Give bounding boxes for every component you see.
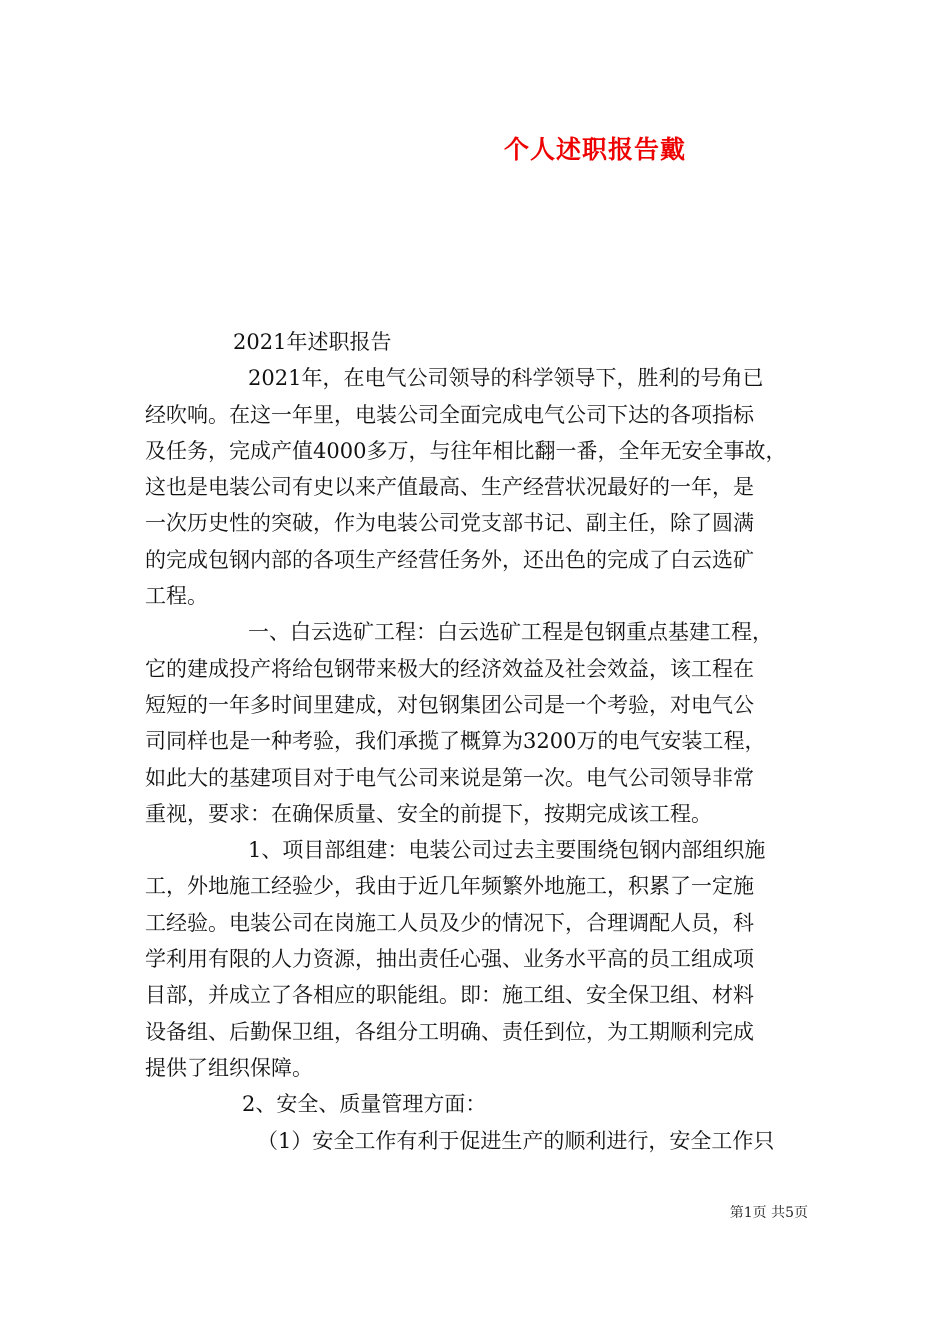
paragraph-line: 一次历史性的突破，作为电装公司党支部书记、副主任，除了圆满 xyxy=(145,511,754,536)
paragraph-line: 它的建成投产将给包钢带来极大的经济效益及社会效益，该工程在 xyxy=(145,656,754,681)
paragraph-line: 的完成包钢内部的各项生产经营任务外，还出色的完成了白云选矿 xyxy=(145,547,754,572)
report-heading: 2021年述职报告 xyxy=(233,330,392,354)
paragraph-line: 工程。 xyxy=(145,584,208,609)
document-title: 个人述职报告戴 xyxy=(503,135,686,164)
paragraph-line: 重视，要求：在确保质量、安全的前提下，按期完成该工程。 xyxy=(145,801,712,826)
document-body xyxy=(145,324,820,1159)
paragraph-line: 司同样也是一种考验，我们承揽了概算为3200万的电气安装工程， xyxy=(145,729,766,754)
paragraph-line: 工，外地施工经验少，我由于近几年频繁外地施工，积累了一定施 xyxy=(145,874,754,899)
page-number: 第1页 共5页 xyxy=(729,1205,808,1221)
paragraph-line: 设备组、后勤保卫组，各组分工明确、责任到位，为工期顺利完成 xyxy=(145,1019,754,1044)
paragraph-line: 如此大的基建项目对于电气公司来说是第一次。电气公司领导非常 xyxy=(145,765,754,790)
subsection-line: 1、项目部组建：电装公司过去主要围绕包钢内部组织施 xyxy=(248,838,766,863)
paragraph-line: 这也是电装公司有史以来产值最高、生产经营状况最好的一年，是 xyxy=(145,475,754,500)
paragraph-line: 工经验。电装公司在岗施工人员及少的情况下，合理调配人员，科 xyxy=(145,910,754,935)
paragraph-line: 2021年，在电气公司领导的科学领导下，胜利的号角已 xyxy=(248,366,764,391)
paragraph-line: 提供了组织保障。 xyxy=(145,1055,313,1080)
paragraph-line: 目部，并成立了各相应的职能组。即：施工组、安全保卫组、材料 xyxy=(145,983,754,1008)
section-heading-line: 一、白云选矿工程：白云选矿工程是包钢重点基建工程， xyxy=(248,620,773,645)
paragraph-line: （1）安全工作有利于促进生产的顺利进行，安全工作只 xyxy=(257,1128,775,1153)
paragraph-line: 学利用有限的人力资源，抽出责任心强、业务水平高的员工组成项 xyxy=(145,947,754,972)
subsection-line: 2、安全、质量管理方面： xyxy=(242,1092,487,1117)
paragraph-line: 短短的一年多时间里建成，对包钢集团公司是一个考验，对电气公 xyxy=(145,692,754,717)
paragraph-line: 及任务，完成产值4000多万，与往年相比翻一番，全年无安全事故， xyxy=(145,438,787,463)
paragraph-line: 经吹响。在这一年里，电装公司全面完成电气公司下达的各项指标 xyxy=(145,402,754,427)
